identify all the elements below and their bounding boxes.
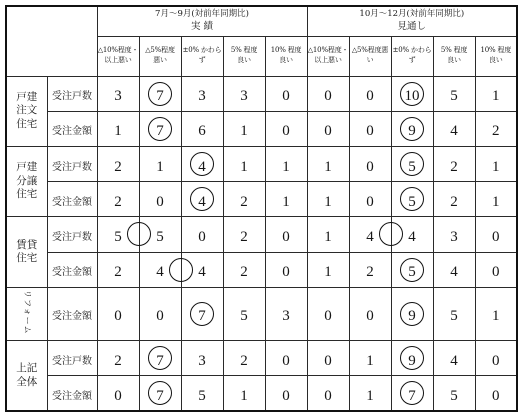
value-number: 1	[324, 193, 332, 210]
forecast-value-cell	[307, 76, 349, 111]
forecast-value-cell	[349, 287, 391, 340]
actual-value-cell	[223, 182, 265, 217]
column-header-cell	[349, 36, 391, 76]
forecast-value-cell	[307, 376, 349, 411]
forecast-value-cell	[475, 376, 517, 411]
value-number: 9	[408, 308, 416, 325]
actual-value-cell	[139, 376, 181, 411]
value-number: 0	[282, 88, 290, 105]
column-header-label: △5%程度悪 い	[351, 46, 389, 64]
value-number: 2	[450, 158, 458, 175]
period-title: 10月～12月(対前年同期比)	[359, 9, 465, 20]
table-row	[6, 376, 517, 411]
item-label-cell	[47, 111, 97, 146]
value-number: 1	[240, 158, 248, 175]
value-number: 6	[198, 123, 206, 140]
value-number: 0	[156, 193, 164, 210]
value-number: 5	[156, 228, 164, 245]
section-label: リフォーム	[22, 289, 32, 335]
value-number: 2	[114, 158, 122, 175]
value-number: 3	[198, 352, 206, 369]
actual-value-cell	[181, 376, 223, 411]
actual-value-cell	[181, 287, 223, 340]
item-label: 受注戸数	[52, 161, 92, 173]
column-header-cell	[181, 36, 223, 76]
value-number: 2	[114, 193, 122, 210]
actual-value-cell	[139, 182, 181, 217]
value-number: 0	[324, 308, 332, 325]
section-label-cell	[6, 76, 47, 146]
value-number: 0	[366, 193, 374, 210]
item-label: 受注戸数	[52, 91, 92, 103]
forecast-value-cell	[307, 182, 349, 217]
forecast-value-cell	[349, 341, 391, 376]
actual-value-cell	[223, 376, 265, 411]
actual-value-cell	[139, 146, 181, 181]
forecast-value-cell	[349, 376, 391, 411]
actual-value-cell	[265, 76, 307, 111]
value-number: 9	[408, 123, 416, 140]
actual-value-cell	[265, 182, 307, 217]
actual-value-cell	[223, 76, 265, 111]
table-row	[6, 182, 517, 217]
forecast-value-cell	[307, 217, 349, 252]
actual-value-cell	[97, 287, 139, 340]
forecast-value-cell	[391, 376, 433, 411]
forecast-value-cell	[307, 146, 349, 181]
table-row	[6, 76, 517, 111]
value-number: 2	[492, 123, 500, 140]
period-header-cell	[307, 6, 517, 36]
forecast-value-cell	[433, 341, 475, 376]
item-label: 受注戸数	[52, 231, 92, 243]
item-label-cell	[47, 376, 97, 411]
value-number: 0	[198, 228, 206, 245]
period-subtitle: 見通し	[397, 20, 427, 32]
forecast-value-cell	[349, 76, 391, 111]
forecast-value-cell	[475, 111, 517, 146]
value-number: 3	[450, 228, 458, 245]
value-number: 3	[114, 88, 122, 105]
value-number: 1	[282, 158, 290, 175]
forecast-value-cell	[475, 146, 517, 181]
column-header-label: 5% 程度 良い	[440, 46, 468, 64]
value-number: 0	[366, 123, 374, 140]
forecast-value-cell	[391, 146, 433, 181]
forecast-value-cell	[307, 111, 349, 146]
item-label: 受注金額	[52, 311, 92, 323]
value-number: 7	[156, 88, 164, 105]
actual-value-cell	[223, 287, 265, 340]
forecast-value-cell	[391, 182, 433, 217]
forecast-value-cell	[307, 287, 349, 340]
value-number: 5	[114, 228, 122, 245]
column-header-cell	[139, 36, 181, 76]
forecast-value-cell	[349, 217, 391, 252]
actual-value-cell	[97, 376, 139, 411]
column-header-cell	[97, 36, 139, 76]
value-number: 7	[156, 123, 164, 140]
forecast-value-cell	[391, 287, 433, 340]
actual-value-cell	[223, 217, 265, 252]
column-header-label: 10% 程度 良い	[480, 46, 512, 64]
value-number: 5	[408, 264, 416, 281]
actual-value-cell	[265, 341, 307, 376]
table-row	[6, 341, 517, 376]
value-number: 1	[366, 387, 374, 404]
forecast-value-cell	[475, 341, 517, 376]
forecast-value-cell	[349, 146, 391, 181]
value-number: 1	[156, 158, 164, 175]
table-row	[6, 111, 517, 146]
section-label-cell	[6, 341, 47, 411]
forecast-value-cell	[433, 76, 475, 111]
header-row	[6, 6, 517, 36]
value-number: 2	[240, 228, 248, 245]
value-number: 3	[240, 88, 248, 105]
actual-value-cell	[97, 341, 139, 376]
actual-value-cell	[181, 341, 223, 376]
value-number: 5	[408, 193, 416, 210]
value-number: 2	[240, 193, 248, 210]
column-header-cell	[391, 36, 433, 76]
actual-value-cell	[265, 217, 307, 252]
corner-cell	[6, 6, 97, 76]
actual-value-cell	[139, 287, 181, 340]
value-number: 9	[408, 352, 416, 369]
forecast-value-cell	[433, 376, 475, 411]
forecast-value-cell	[391, 252, 433, 287]
column-header-label: △5%程度 悪い	[145, 46, 175, 64]
value-number: 0	[282, 264, 290, 281]
value-number: 2	[114, 352, 122, 369]
item-label: 受注金額	[52, 196, 92, 208]
item-label: 受注金額	[52, 390, 92, 402]
forecast-value-cell	[349, 252, 391, 287]
forecast-value-cell	[433, 182, 475, 217]
value-number: 0	[492, 352, 500, 369]
forecast-value-cell	[391, 76, 433, 111]
value-number: 0	[492, 264, 500, 281]
value-number: 0	[324, 387, 332, 404]
item-label: 受注金額	[52, 126, 92, 138]
column-header-label: 5% 程度 良い	[230, 46, 258, 64]
forecast-value-cell	[349, 111, 391, 146]
forecast-value-cell	[475, 252, 517, 287]
item-label-cell	[47, 252, 97, 287]
actual-value-cell	[265, 252, 307, 287]
value-number: 1	[114, 123, 122, 140]
table-row	[6, 146, 517, 181]
column-header-cell	[307, 36, 349, 76]
actual-value-cell	[139, 341, 181, 376]
value-number: 7	[156, 352, 164, 369]
table-row	[6, 287, 517, 340]
actual-value-cell	[265, 287, 307, 340]
actual-value-cell	[181, 252, 223, 287]
forecast-value-cell	[433, 146, 475, 181]
actual-value-cell	[181, 111, 223, 146]
period-subtitle: 実 績	[191, 20, 214, 32]
survey-table	[5, 5, 518, 412]
forecast-value-cell	[433, 252, 475, 287]
value-number: 1	[492, 193, 500, 210]
value-number: 0	[114, 308, 122, 325]
actual-value-cell	[181, 217, 223, 252]
column-header-label: ±0% かわら ず	[392, 46, 432, 64]
value-number: 1	[492, 308, 500, 325]
value-number: 5	[198, 387, 206, 404]
value-number: 0	[282, 387, 290, 404]
actual-value-cell	[181, 146, 223, 181]
value-number: 1	[240, 387, 248, 404]
item-label: 受注金額	[52, 267, 92, 279]
value-number: 1	[324, 158, 332, 175]
value-number: 4	[450, 352, 458, 369]
item-label: 受注戸数	[52, 355, 92, 367]
value-number: 4	[198, 193, 206, 210]
actual-value-cell	[223, 146, 265, 181]
forecast-value-cell	[475, 217, 517, 252]
column-header-cell	[433, 36, 475, 76]
column-header-label: △10%程度・ 以上悪い	[307, 46, 349, 64]
forecast-value-cell	[433, 111, 475, 146]
value-number: 4	[450, 264, 458, 281]
value-number: 0	[324, 352, 332, 369]
forecast-value-cell	[391, 111, 433, 146]
forecast-value-cell	[475, 287, 517, 340]
actual-value-cell	[181, 182, 223, 217]
value-number: 2	[240, 352, 248, 369]
value-number: 3	[198, 88, 206, 105]
value-number: 10	[404, 88, 420, 105]
value-number: 4	[198, 264, 206, 281]
actual-value-cell	[97, 217, 139, 252]
period-title: 7月～9月(対前年同期比)	[155, 9, 249, 20]
column-header-cell	[223, 36, 265, 76]
value-number: 1	[492, 88, 500, 105]
value-number: 0	[492, 228, 500, 245]
value-number: 2	[366, 264, 374, 281]
forecast-value-cell	[307, 252, 349, 287]
forecast-value-cell	[433, 287, 475, 340]
item-label-cell	[47, 182, 97, 217]
value-number: 4	[198, 158, 206, 175]
actual-value-cell	[139, 111, 181, 146]
section-label-cell	[6, 217, 47, 287]
section-label: 上記 全体	[16, 362, 38, 388]
forecast-value-cell	[349, 182, 391, 217]
value-number: 7	[156, 387, 164, 404]
forecast-value-cell	[307, 341, 349, 376]
actual-value-cell	[265, 111, 307, 146]
value-number: 0	[366, 88, 374, 105]
table-body	[6, 76, 517, 411]
item-label-cell	[47, 146, 97, 181]
column-header-label: △10%程度・ 以上悪い	[97, 46, 139, 64]
value-number: 5	[450, 88, 458, 105]
item-label-cell	[47, 287, 97, 340]
table-header	[6, 6, 517, 76]
value-number: 2	[240, 264, 248, 281]
item-label-cell	[47, 76, 97, 111]
value-number: 0	[366, 308, 374, 325]
value-number: 1	[282, 193, 290, 210]
actual-value-cell	[97, 146, 139, 181]
actual-value-cell	[97, 76, 139, 111]
value-number: 1	[492, 158, 500, 175]
column-header-cell	[265, 36, 307, 76]
actual-value-cell	[181, 76, 223, 111]
table-row	[6, 217, 517, 252]
column-header-label: 10% 程度 良い	[270, 46, 302, 64]
actual-value-cell	[265, 376, 307, 411]
value-number: 0	[282, 228, 290, 245]
value-number: 4	[450, 123, 458, 140]
value-number: 1	[324, 228, 332, 245]
actual-value-cell	[223, 341, 265, 376]
period-header-cell	[97, 6, 307, 36]
value-number: 1	[240, 123, 248, 140]
value-number: 4	[408, 228, 416, 245]
section-label: 賃貸 住宅	[16, 238, 38, 265]
forecast-value-cell	[475, 182, 517, 217]
value-number: 5	[450, 308, 458, 325]
value-number: 0	[156, 308, 164, 325]
value-number: 5	[450, 387, 458, 404]
value-number: 0	[114, 387, 122, 404]
actual-value-cell	[97, 252, 139, 287]
actual-value-cell	[97, 182, 139, 217]
forecast-value-cell	[433, 217, 475, 252]
actual-value-cell	[223, 252, 265, 287]
section-label-cell	[6, 146, 47, 216]
section-label: 戸建 分譲 住宅	[16, 161, 38, 201]
value-number: 5	[240, 308, 248, 325]
value-number: 4	[156, 264, 164, 281]
value-number: 0	[492, 387, 500, 404]
actual-value-cell	[265, 146, 307, 181]
forecast-value-cell	[475, 76, 517, 111]
value-number: 1	[366, 352, 374, 369]
value-number: 0	[324, 88, 332, 105]
column-header-cell	[475, 36, 517, 76]
section-label-cell	[6, 287, 47, 340]
value-number: 0	[282, 123, 290, 140]
actual-value-cell	[139, 217, 181, 252]
value-number: 1	[324, 264, 332, 281]
value-number: 0	[324, 123, 332, 140]
value-number: 3	[282, 308, 290, 325]
value-number: 2	[114, 264, 122, 281]
actual-value-cell	[223, 111, 265, 146]
value-number: 5	[408, 158, 416, 175]
value-number: 0	[366, 158, 374, 175]
item-label-cell	[47, 341, 97, 376]
table-row	[6, 252, 517, 287]
value-number: 2	[450, 193, 458, 210]
column-header-label: ±0% かわら ず	[182, 46, 222, 64]
forecast-value-cell	[391, 217, 433, 252]
value-number: 4	[366, 228, 374, 245]
value-number: 0	[282, 352, 290, 369]
section-label: 戸建 注文 住宅	[16, 91, 38, 130]
actual-value-cell	[139, 252, 181, 287]
value-number: 7	[408, 387, 416, 404]
item-label-cell	[47, 217, 97, 252]
actual-value-cell	[139, 76, 181, 111]
forecast-value-cell	[391, 341, 433, 376]
value-number: 7	[198, 308, 206, 325]
actual-value-cell	[97, 111, 139, 146]
